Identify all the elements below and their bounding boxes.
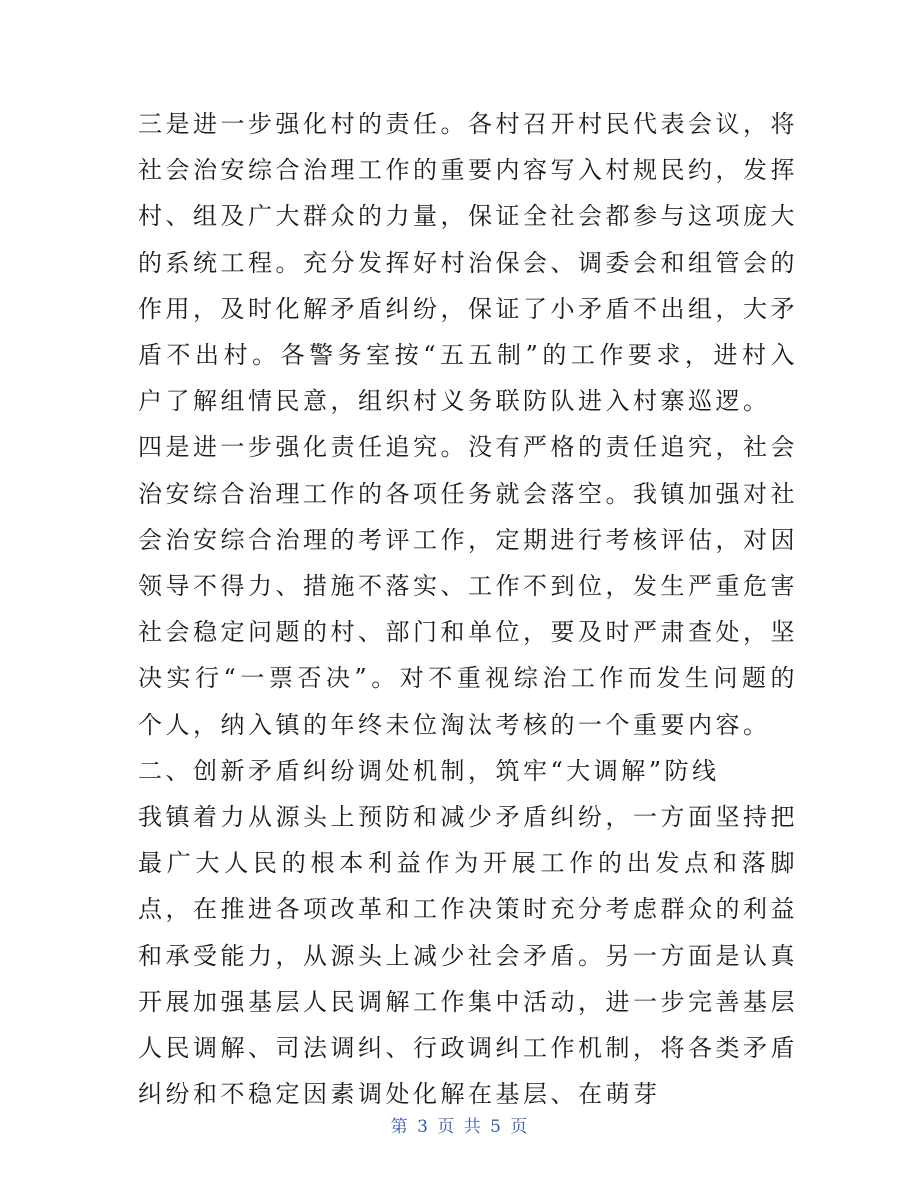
document-body [138,101,798,1117]
page-number-footer: 第 3 页 共 5 页 [390,1117,530,1137]
paragraph-dispute-prevention: 我镇着力从源头上预防和减少矛盾纠纷，一方面坚持把最广大人民的根本利益作为开展工作的出发点和落脚点，在推进各项改革和工作决策时充分考虑群众的利益和承受能力，从源头上减少社会矛盾。另一方面是认真开展加强基层人民调解工作集中活动，进一步完善基层人民调解、司法调纠、行政调纠工作机制，将各类矛盾纠纷和不稳定因素调处化解在基层、在萌芽 [138,803,798,1109]
paragraph-accountability: 四是进一步强化责任追究。没有严格的责任追究，社会治安综合治理工作的各项任务就会落空。我镇加强对社会治安综合治理的考评工作，定期进行考核评估，对因领导不得力、措施不落实、工作不到位，发生严重危害社会稳定问题的村、部门和单位，要及时严肃查处，坚决实行“一票否决”。对不重视综治工作而发生问题的个人，纳入镇的年终未位淘汰考核的一个重要内容。 [138,433,798,739]
paragraph-village-responsibility: 三是进一步强化村的责任。各村召开村民代表会议，将社会治安综合治理工作的重要内容写入村规民约，发挥村、组及广大群众的力量，保证全社会都参与这项庞大的系统工程。充分发挥好村治保会、调委会和组管会的作用，及时化解矛盾纠纷，保证了小矛盾不出组，大矛盾不出村。各警务室按“五五制”的工作要求，进村入户了解组情民意，组织村义务联防队进入村寨巡逻。 [138,110,798,416]
section-heading-mediation: 二、创新矛盾纠纷调处机制，筑牢“大调解”防线 [138,756,720,785]
